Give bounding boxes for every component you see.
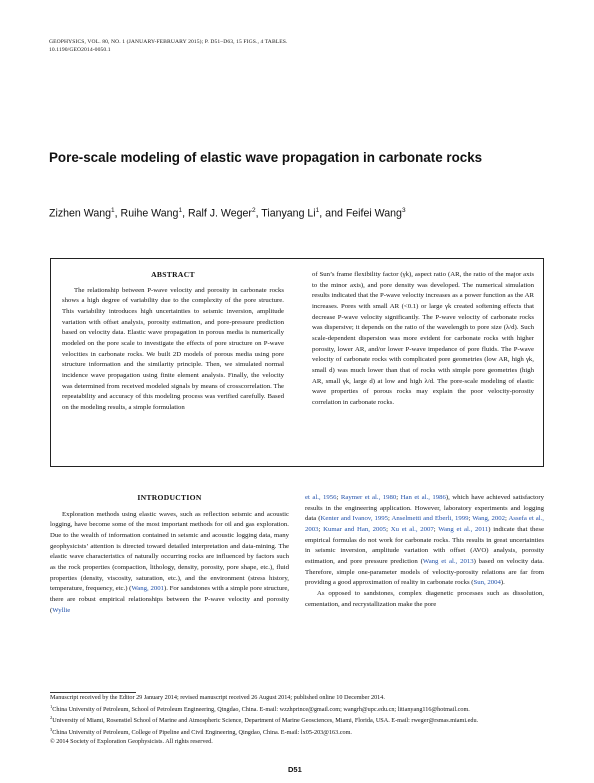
journal-header [49,38,288,54]
author-name: Zizhen Wang [49,207,112,220]
citation-link[interactable]: Wang, 2001 [131,585,164,593]
page-number: D51 [288,765,302,774]
doi-line: 10.1190/GEO2014-0050.1 [49,47,111,53]
intro-paragraph: Exploration methods using elastic waves, such as reflection seismic and acoustic logging, have become some of the most important methods for oil and gas exploration. Due to the wealth of information contained in seismic and acoustic logging data, many geophysicists’ attention is directed toward detailed interpretation and data-mining. The elastic wave characteristics of naturally occurring rocks are influenced by factors such as the rock properties (compaction, lithology, density, porosity, pore shape, etc.), fluid properties (density, viscosity, saturation, etc.), and the environment (stress history, temperature, frequency, etc.) (Wang, 2001). For sandstones with a simple pore structure, there are robust empirical relationships between the P-wave velocity and porosity (Wyllie [50,510,290,614]
intro-left-column [50,493,289,616]
citation-link[interactable]: et al., 1956 [305,494,337,501]
citation-link[interactable]: Wyllie [52,606,71,614]
section-heading: INTRODUCTION [137,493,202,502]
citation-link[interactable]: Wang, 2002 [472,515,506,523]
footnote-rule [50,692,136,693]
abstract-right-column [312,270,534,409]
abstract-text: The relationship between P-wave velocity and porosity in carbonate rocks shows a high degree of variability due to the complexity of the pore structure. This variability introduces high uncertainties to seismic inversion, amplitude variation with offset analysis, porosity estimation, and pore-pressure prediction based on velocity data. Elastic wave propagation in porous media is numerically modeled on the pore scale to investigate the effects of pore structure on P-wave velocities in carbonate rocks. We built 2D models of porous media using pore structure information and the similarity principle. Then, we simulated normal incidence wave propagation using finite element analysis. Finally, the velocity was determined from received modeled signals by means of crosscorrelation. The repeatability and accuracy of this modeling process was verified carefully. Based on the modeling results, a simple formulation [62,286,284,411]
author-affiliation-mark: 1 [315,207,320,214]
footnote-3: $^3$China University of Petroleum, College of Pipeline and Civil Engineering, Qingdao, China. E-mail: lx05-203@163.com. [50,726,352,736]
intro-paragraph: As opposed to sandstones, complex diagenetic processes such as dissolution, cementation, and recrystallization make the pore [305,589,544,608]
citation-link[interactable]: Sun, 2004 [473,579,501,587]
citation-link[interactable]: Kenter and Ivanov, 1995 [320,515,389,523]
citation-link[interactable]: Wang et al., 2013 [422,557,474,565]
intro-paragraph-continued: et al., 1956; Raymer et al., 1980; Han et al., 1986), which have achieved satisfactory results in the engineering application. However, laboratory experiments and logging data (Kenter and Ivanov, 1995; Anselmetti and Eberli, 1999; Wang, 2002; Assefa et al., 2003; Kumar and Han, 2005; Xu et al., 2007; Wang et al., 2011) indicate that these empirical formulas do not work for carbonate rocks. This results in great uncertainties in seismic inversion, amplitude variation with offset (AVO) analysis, porosity estimation, and pore pressure prediction (Wang et al., 2013) based on velocity data. Therefore, simple one-parameter models of velocity-porosity relations are far from providing a good approximation of reality in carbonate rocks (Sun, 2004). [305,494,544,587]
abstract-heading: ABSTRACT [151,270,195,279]
author-name: Tianyang Li [261,207,316,220]
author-affiliation-mark: 3 [401,207,406,214]
author-affiliation-mark: 1 [111,207,115,214]
citation-link[interactable]: Han et al., 1986 [400,494,446,501]
abstract-text-continued: of Sun’s frame flexibility factor (γk), aspect ratio (AR, the ratio of the major axis to the minor axis), and pore density was developed. The numerical simulation results indicated that the P-wave velocity increases as a power function as the AR increases. Pores with small AR (<0.1) or large γk created softening effects that decrease P-wave velocity significantly. The P-wave velocity of carbonate rocks was dispersive; it depends on the ratio of the wavelength to pore size (λ/d). Such scale-dependent dispersion was more evident for carbonate rocks with higher porosity, lower AR, and/or lower P-wave impedance of pore fluids. The P-wave velocity of carbonate rocks with complicated pore geometries (low AR, high γk, small d) was much lower than that of rocks with simple pore geometries (high AR, small γk, large d) at low and high λ/d. The pore-scale modeling of elastic wave properties of porous rocks may explain the poor velocity-porosity correlation in carbonate rocks. [312,271,534,406]
paper-title: Pore-scale modeling of elastic wave propagation in carbonate rocks [49,150,483,165]
author-name: Ralf J. Weger [187,207,252,220]
citation-link[interactable]: Wang et al., 2011 [438,525,489,533]
intro-right-column [305,493,544,610]
citation-link[interactable]: Kumar and Han, 2005 [323,525,387,533]
footnote-1: $^1$China University of Petroleum, School of Petroleum Engineering, Qingdao, China. E-mail: wzzhprince@gmail.com; wangrh@upc.edu.cn; litianyang116@hotmail.com. [50,703,470,713]
author-list: Zizhen Wang$^1$, Ruihe Wang$^1$, Ralf J. Weger$^2$, Tianyang Li$^1$, and Feifei Wang$^3$ [49,207,406,220]
footnote-2: $^2$University of Miami, Rosenstiel School of Marine and Atmospheric Science, Department of Marine Geosciences, Miami, Florida, USA. E-mail: rweger@rsmas.miami.edu. [50,715,479,725]
author-affiliation-mark: 1 [178,207,183,214]
journal-citation-line: GEOPHYSICS, VOL. 80, NO. 1 (JANUARY-FEBRUARY 2015); P. D51–D63, 15 FIGS., 4 TABLES. [49,39,288,45]
citation-link[interactable]: Xu et al., 2007 [390,525,434,533]
citation-link[interactable]: Assefa et al., 2003 [305,515,544,533]
citation-link[interactable]: Anselmetti and Eberli, 1999 [391,515,469,523]
citation-link[interactable]: Raymer et al., 1980 [340,494,397,501]
author-affiliation-mark: 2 [251,207,256,214]
author-name: Ruihe Wang [120,207,179,220]
abstract-left-column [62,270,284,414]
copyright-note: © 2014 Society of Exploration Geophysicists. All rights reserved. [50,737,213,745]
manuscript-received-note: Manuscript received by the Editor 29 January 2014; revised manuscript received 26 August 2014; published online 10 December 2014. [50,694,385,701]
footnotes [50,694,544,746]
author-name: Feifei Wang [345,207,402,220]
